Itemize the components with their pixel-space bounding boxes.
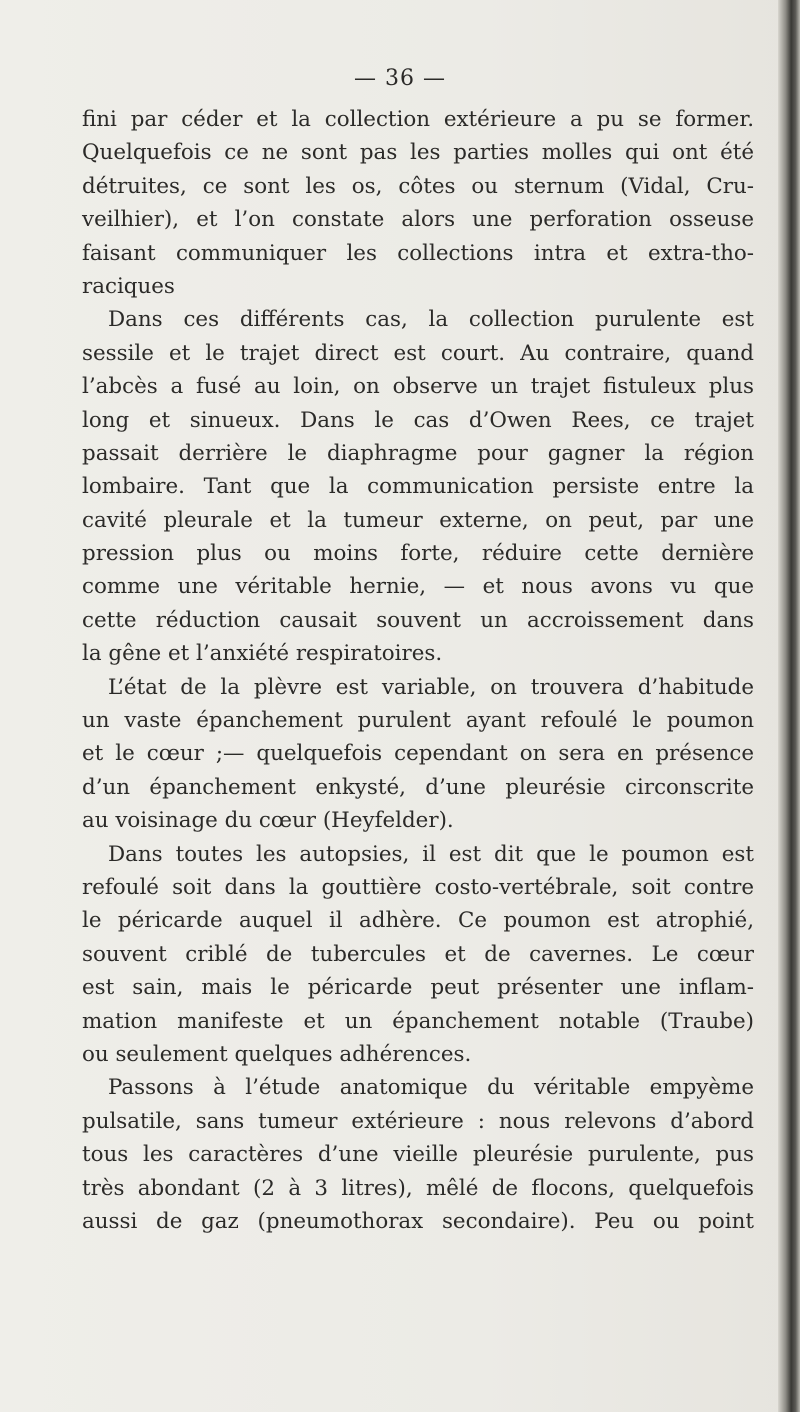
text-line: Passons à l’étude anatomique du véritable empyème	[108, 1075, 754, 1101]
text-line: long et sinueux. Dans le cas d’Owen Rees, ce trajet	[82, 407, 754, 433]
text-line: lombaire. Tant que la communication persiste entre la	[82, 474, 754, 500]
text-line: au voisinage du cœur (Heyfelder).	[82, 808, 454, 834]
text-line: très abondant (2 à 3 litres), mêlé de flocons, quelquefois	[82, 1175, 754, 1201]
body-text	[82, 103, 754, 1238]
text-line: souvent criblé de tubercules et de cavernes. Le cœur	[82, 941, 754, 967]
text-line: mation manifeste et un épanchement notable (Traube)	[82, 1008, 754, 1034]
text-line: la gêne et l’anxiété respiratoires.	[82, 641, 443, 667]
text-line: et le cœur ;— quelquefois cependant on sera en présence	[82, 741, 754, 767]
text-line: cavité pleurale et la tumeur externe, on peut, par une	[82, 507, 754, 533]
text-line: faisant communiquer les collections intra et extra-tho-	[82, 240, 754, 266]
text-line: passait derrière le diaphragme pour gagner la région	[82, 440, 754, 466]
text-line: est sain, mais le péricarde peut présenter une inflam-	[82, 975, 754, 1001]
text-line: Dans toutes les autopsies, il est dit que le poumon est	[108, 841, 754, 867]
text-line: détruites, ce sont les os, côtes ou sternum (Vidal, Cru-	[82, 173, 754, 199]
text-line: veilhier), et l’on constate alors une perforation osseuse	[82, 207, 754, 233]
text-line: L’état de la plèvre est variable, on trouvera d’habitude	[108, 674, 754, 700]
text-line: aussi de gaz (pneumothorax secondaire). Peu ou point	[82, 1208, 754, 1234]
text-line: Quelquefois ce ne sont pas les parties molles qui ont été	[82, 140, 754, 166]
text-line: fini par céder et la collection extérieure a pu se former.	[82, 107, 754, 132]
text-line: pulsatile, sans tumeur extérieure : nous relevons d’abord	[82, 1108, 754, 1134]
text-line: comme une véritable hernie, — et nous avons vu que	[82, 574, 754, 600]
text-line: pression plus ou moins forte, réduire cette dernière	[82, 541, 754, 567]
text-line: ou seulement quelques adhérences.	[82, 1041, 472, 1067]
text-line: raciques	[82, 273, 175, 299]
text-line: sessile et le trajet direct est court. Au contraire, quand	[82, 340, 754, 366]
text-line: l’abcès a fusé au loin, on observe un trajet fistuleux plus	[82, 374, 754, 400]
text-line: cette réduction causait souvent un accroissement dans	[82, 607, 754, 633]
page-binding-edge	[778, 0, 800, 1412]
text-line: Dans ces différents cas, la collection purulente est	[108, 307, 754, 333]
page-number-header: — 36 —	[354, 66, 446, 91]
text-line: tous les caractères d’une vieille pleurésie purulente, pus	[82, 1142, 754, 1168]
text-line: d’un épanchement enkysté, d’une pleurésie circonscrite	[82, 774, 754, 800]
text-line: le péricarde auquel il adhère. Ce poumon est atrophié,	[82, 908, 754, 934]
text-line: un vaste épanchement purulent ayant refoulé le poumon	[82, 708, 754, 734]
text-line: refoulé soit dans la gouttière costo-vertébrale, soit contre	[82, 874, 754, 900]
